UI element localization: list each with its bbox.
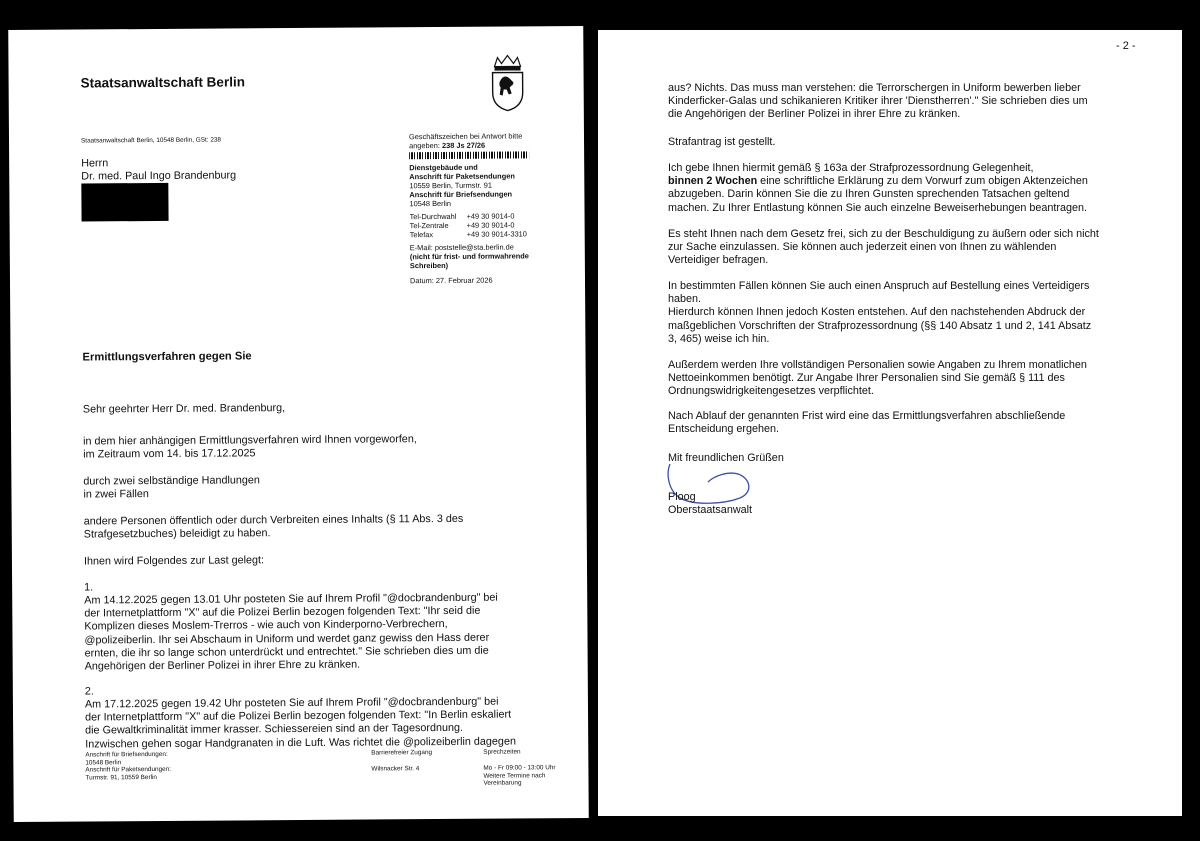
continuation-paragraph: aus? Nichts. Das muss man verstehen: die Terrorschergen in Uniform bewerben lieber Kinderficker-Galas und schikanieren Kritiker ihrer 'Dienstherren'." Sie schrieben dies um die Angehörigen der Berliner Polizei in ihrer Ehre zu kränken. — [668, 82, 1088, 121]
berlin-coat-of-arms-icon — [489, 54, 525, 112]
page-number: - 2 - — [1116, 40, 1136, 52]
tel-durchwahl-row: Tel-Durchwahl +49 30 9014-0 — [409, 211, 515, 222]
defense-counsel-paragraph: In bestimmten Fällen können Sie auch einen Anspruch auf Bestellung eines Verteidigers haben. Hierdurch können Ihnen jedoch Kosten entstehen. Auf den nachstehenden Abdruck der maßgeblichen Vorschriften der Strafprozessordnung (§§ 140 Absatz 1 und 2, 141 Absatz 3, 465) weise ich hin. — [668, 280, 1092, 345]
letter-page-1 — [8, 26, 589, 822]
barcode — [409, 151, 529, 159]
signer-title: Oberstaatsanwalt — [668, 504, 753, 516]
authority-name: Staatsanwaltschaft Berlin — [80, 74, 245, 91]
personal-data-paragraph: Außerdem werden Ihre vollständigen Personalien sowie Angaben zu Ihrem monatlichen Nettoeinkommen benötigt. Zur Angabe Ihrer Personalien sind Sie gemäß § 111 des Ordnungswidrigkeitengesetzes verpflichtet. — [668, 359, 1087, 398]
footer-access-address: Wilsnacker Str. 4 — [371, 765, 420, 773]
footer-hours: Mo - Fr 09:00 - 13:00 Uhr Weitere Termine nach Vereinbarung — [483, 764, 556, 787]
recipient-salutation: Herrn — [81, 157, 109, 170]
body-paragraph-1: in dem hier anhängigen Ermittlungsverfahren wird Ihnen vorgeworfen, im Zeitraum vom 14. bis 17.12.2025 — [83, 433, 417, 461]
letter-page-2 — [598, 30, 1182, 816]
brief-title: Anschrift für Briefsendungen — [409, 189, 513, 200]
body-paragraph-2: durch zwei selbständige Handlungen in zwei Fällen — [83, 474, 260, 501]
recipient-name: Dr. med. Paul Ingo Brandenburg — [81, 169, 237, 183]
dienst-title-2: Anschrift für Paketsendungen — [409, 171, 515, 182]
return-address: Staatsanwaltschaft Berlin, 10548 Berlin, GSt: 238 — [80, 136, 222, 145]
gelegenheit-paragraph: Ich gebe Ihnen hiermit gemäß § 163a der Strafprozessordnung Gelegenheit, binnen 2 Wochen eine schriftliche Erklärung zu dem Vorwurf zum obigen Aktenzeichen abzugeben. Darin können Sie die zu Ihren Gunsten sprechenden Tatsachen geltend machen. Zu Ihrer Entlastung können Sie auch einzelne Beweiserhebungen beantragen. — [668, 162, 1088, 214]
body-paragraph-3: andere Personen öffentlich oder durch Verbreiten eines Inhalts (§ 11 Abs. 3 des Strafgesetzbuches) beleidigt zu haben. — [83, 512, 464, 541]
footer-hours-title: Sprechzeiten — [483, 748, 521, 756]
strafantrag-paragraph: Strafantrag ist gestellt. — [668, 136, 776, 148]
case-2-text: Am 17.12.2025 gegen 19.42 Uhr posteten Sie auf Ihrem Profil "@docbrandenburg" bei der Internetplattform "X" auf die Polizei Berlin bezogen folgenden Text: "In Berlin eskaliert die Gewaltkriminalität immer krasser. Schiessereien sind an der Tagesordnung. Inzwischen gehen sogar Handgranaten in die Luft. Was richtet die @polizeiberlin dagegen — [84, 695, 516, 751]
deadline-text: binnen 2 Wochen — [668, 175, 758, 188]
brief-address: 10548 Berlin — [409, 198, 452, 209]
reference-number: 238 Js 27/26 — [441, 140, 486, 150]
footer-access-title: Barrierefreier Zugang — [371, 749, 433, 757]
case-1-text: Am 14.12.2025 gegen 13.01 Uhr posteten Sie auf Ihrem Profil "@docbrandenburg" bei der Internetplattform "X" auf die Polizei Berlin bezogen folgenden Text: "Ihr seid die Komplizen dieses Moslem-Trerros - wie auch von Kinderporno-Verbrechern, @polizeiberlin. Ihr sei Abschaum in Uniform und werdet ganz gewiss den Hass derer ernten, die ihr so lange schon unterdrückt und entrechtet." Sie schrieben dies um die Angehörigen der Berliner Polizei in ihrer Ehre zu kränken. — [84, 591, 498, 673]
reference-label: Geschäftszeichen bei Antwort bitte — [408, 131, 523, 142]
email-line: E-Mail: poststelle@sta.berlin.de — [409, 242, 514, 253]
letter-subject: Ermittlungsverfahren gegen Sie — [82, 350, 252, 364]
reference-line: angeben: 238 Js 27/26 — [409, 140, 486, 151]
case-2-number: 2. — [84, 685, 94, 698]
case-1-number: 1. — [84, 581, 94, 594]
email-note: (nicht für frist- und formwahrende Schreiben) — [409, 251, 529, 271]
body-paragraph-4: Ihnen wird Folgendes zur Last gelegt: — [83, 554, 265, 568]
info-column — [409, 131, 580, 285]
rights-paragraph: Es steht Ihnen nach dem Gesetz frei, sich zu der Beschuldigung zu äußern oder sich nicht zur Sache einzulassen. Sie können auch jederzeit einen von Ihnen zu wählenden Verteidiger befragen. — [668, 228, 1099, 267]
signer-name: Ploog — [668, 491, 696, 503]
dienst-title-1: Dienstgebäude und — [409, 162, 478, 173]
telefax-row: Telefax +49 30 9014-3310 — [409, 229, 527, 240]
tel-zentrale-row: Tel-Zentrale +49 30 9014-0 — [409, 220, 515, 231]
dienst-address: 10559 Berlin, Turmstr. 91 — [409, 180, 492, 191]
closing-decision-paragraph: Nach Ablauf der genannten Frist wird eine das Ermittlungsverfahren abschließende Entscheidung ergehen. — [668, 410, 1066, 436]
closing-greeting: Mit freundlichen Grüßen — [668, 452, 784, 464]
redaction-block — [81, 183, 168, 222]
footer-addresses: Anschrift für Briefsendungen: 10548 Berlin Anschrift für Paketsendungen: Turmstr. 91, 10559 Berlin — [85, 750, 172, 782]
letter-date: Datum: 27. Februar 2026 — [409, 275, 493, 286]
letter-greeting: Sehr geehrter Herr Dr. med. Brandenburg, — [82, 402, 286, 416]
